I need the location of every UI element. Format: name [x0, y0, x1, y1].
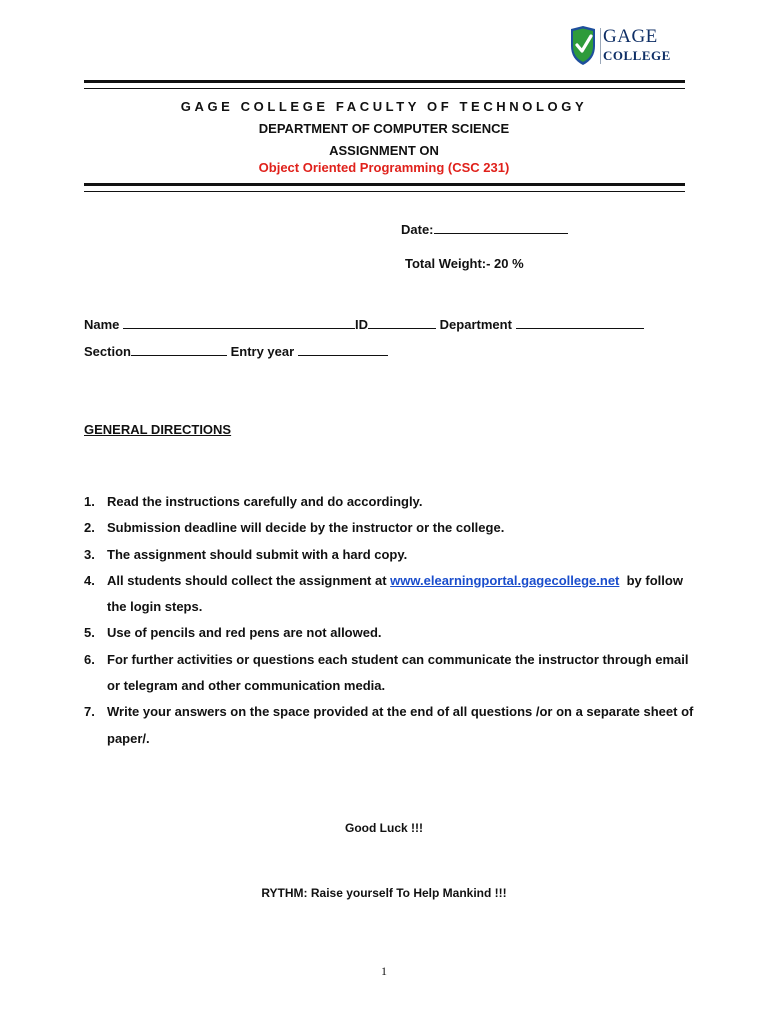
item-number: 5.: [84, 625, 95, 641]
item-text: Read the instructions carefully and do accordingly.: [107, 494, 423, 509]
header-top-rule: [84, 80, 685, 89]
department-blank[interactable]: [516, 317, 644, 329]
date-blank[interactable]: [434, 222, 568, 234]
entry-year-label: Entry year: [230, 344, 295, 359]
logo-text-college: COLLEGE: [603, 48, 671, 63]
id-blank[interactable]: [368, 317, 436, 329]
item-text: The assignment should submit with a hard copy.: [107, 546, 408, 562]
page-number: 1: [381, 964, 387, 978]
id-label: ID: [355, 317, 369, 332]
entry-year-blank[interactable]: [298, 344, 388, 356]
date-field: [401, 222, 568, 237]
item-number: 3.: [84, 546, 95, 562]
list-item: [84, 542, 694, 568]
college-title: GAGE COLLEGE FACULTY OF TECHNOLOGY: [180, 99, 588, 114]
assignment-heading: ASSIGNMENT ON: [329, 143, 439, 158]
logo-divider: [600, 28, 601, 64]
item-text: Submission deadline will decide by the instructor or the college.: [107, 520, 505, 536]
list-item: [84, 647, 694, 700]
college-logo: [569, 24, 681, 68]
header-bottom-rule: [84, 183, 685, 192]
elearning-portal-link[interactable]: www.elearningportal.gagecollege.net: [390, 572, 620, 588]
good-luck-text: Good Luck !!!: [345, 821, 423, 835]
department-title: DEPARTMENT OF COMPUTER SCIENCE: [258, 121, 510, 136]
section-entry-line: [84, 344, 388, 359]
item-number: 2.: [84, 520, 95, 536]
section-blank[interactable]: [131, 344, 227, 356]
item-number: 1.: [84, 494, 95, 509]
item-text-post: by follow the login steps.: [107, 572, 687, 615]
department-label: Department: [439, 317, 512, 332]
list-item: [84, 699, 694, 752]
item-text: Write your answers on the space provided at the end of all questions /or on a separate sheet of paper/.: [107, 704, 694, 746]
date-label: Date:: [401, 222, 434, 237]
item-number: 4.: [84, 572, 95, 588]
item-text-pre: All students should collect the assignment at: [107, 572, 391, 588]
directions-list: [84, 489, 694, 752]
item-text: Use of pencils and red pens are not allowed.: [107, 625, 382, 641]
section-label: Section: [84, 344, 131, 359]
shield-check-icon: [569, 26, 597, 66]
list-item: [84, 515, 694, 541]
item-number: 7.: [84, 704, 95, 720]
rythm-motto: RYTHM: Raise yourself To Help Mankind !!!: [261, 886, 507, 900]
general-directions-title: GENERAL DIRECTIONS: [84, 422, 232, 437]
name-blank[interactable]: [123, 317, 355, 329]
total-weight: Total Weight:- 20 %: [405, 256, 524, 271]
list-item: [84, 620, 694, 646]
item-number: 6.: [84, 651, 95, 667]
name-id-department-line: [84, 317, 644, 332]
item-text: For further activities or questions each student can communicate the instructor through email or telegram and other communication media.: [107, 651, 689, 694]
name-label: Name: [84, 317, 120, 332]
list-item: [84, 568, 694, 621]
list-item: [84, 489, 694, 515]
course-title: Object Oriented Programming (CSC 231): [258, 160, 510, 175]
logo-text-gage: GAGE: [603, 26, 658, 47]
